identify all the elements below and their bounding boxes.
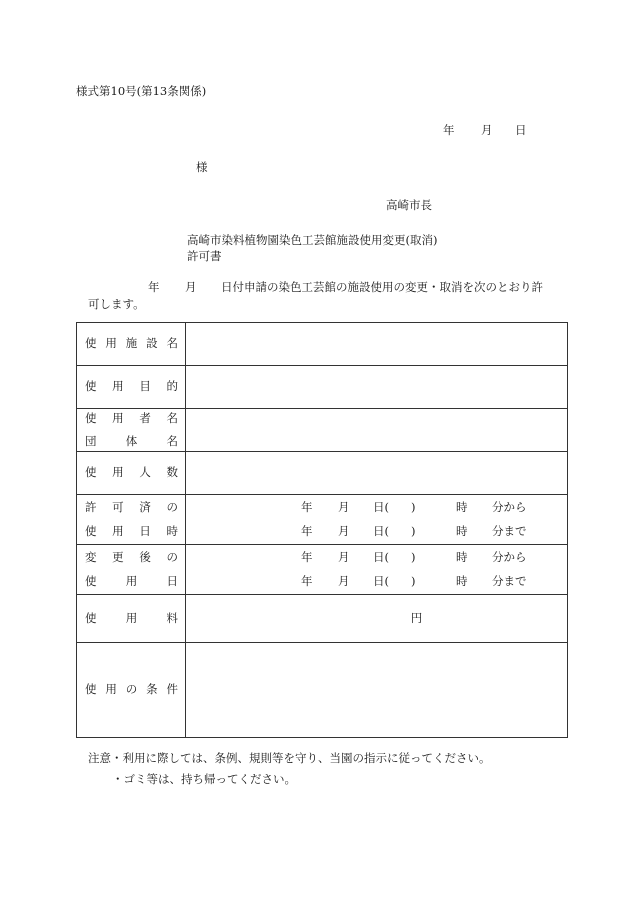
table-row <box>77 643 568 738</box>
date-year: 年 <box>443 123 455 137</box>
table-row <box>77 495 568 545</box>
fee-field[interactable] <box>186 595 568 643</box>
label-headcount: 使 用 人 数 <box>77 452 186 495</box>
form-number: 様式第10号(第13条関係) <box>76 84 207 98</box>
document-title-line2: 許可書 <box>187 249 222 263</box>
conditions-field[interactable] <box>186 643 568 738</box>
note-line-2: ・ゴミ等は、持ち帰ってください。 <box>112 772 296 786</box>
label-conditions: 使 用 の 条 件 <box>77 643 186 738</box>
table-row <box>77 409 568 452</box>
date-day: 日 <box>515 123 527 137</box>
intro-year: 年 <box>148 280 160 294</box>
intro-month: 月 <box>185 280 197 294</box>
table-row <box>77 366 568 409</box>
datetime-from-line: 年 月 日( ) 時 分から <box>301 549 527 564</box>
notes <box>88 748 491 790</box>
intro-sentence: 日付申請の染色工芸館の施設使用の変更・取消を次のとおり許 <box>221 280 543 294</box>
label-fee: 使 用 料 <box>77 595 186 643</box>
facility-name-field[interactable] <box>186 323 568 366</box>
headcount-field[interactable] <box>186 452 568 495</box>
note-line-1: 注意・利用に際しては、条例、規則等を守り、当園の指示に従ってください。 <box>88 751 491 765</box>
label-permitted-datetime: 許 可 済 の 使 用 日 時 <box>77 495 186 545</box>
document-title: 高崎市染料植物園染色工芸館施設使用変更(取消) <box>187 233 438 247</box>
table-row <box>77 595 568 643</box>
permitted-datetime-field[interactable] <box>186 495 568 545</box>
permit-table <box>76 322 568 738</box>
date-month: 月 <box>481 123 493 137</box>
label-facility-name: 使 用 施 設 名 <box>77 323 186 366</box>
recipient-suffix: 様 <box>196 160 208 174</box>
user-name-field[interactable] <box>186 409 568 452</box>
fee-unit: 円 <box>410 610 423 625</box>
label-user-group: 使 用 者 名 団 体 名 <box>77 409 186 452</box>
intro-sentence-line2: 可します。 <box>88 297 145 311</box>
purpose-field[interactable] <box>186 366 568 409</box>
table-row <box>77 452 568 495</box>
datetime-from-line: 年 月 日( ) 時 分から <box>301 499 527 514</box>
label-purpose: 使 用 目 的 <box>77 366 186 409</box>
changed-datetime-field[interactable] <box>186 545 568 595</box>
label-changed-datetime: 変 更 後 の 使 用 日 <box>77 545 186 595</box>
table-row <box>77 545 568 595</box>
datetime-until-line: 年 月 日( ) 時 分まで <box>301 573 527 588</box>
table-row <box>77 323 568 366</box>
datetime-until-line: 年 月 日( ) 時 分まで <box>301 523 527 538</box>
issuer-name: 高崎市長 <box>386 198 432 212</box>
